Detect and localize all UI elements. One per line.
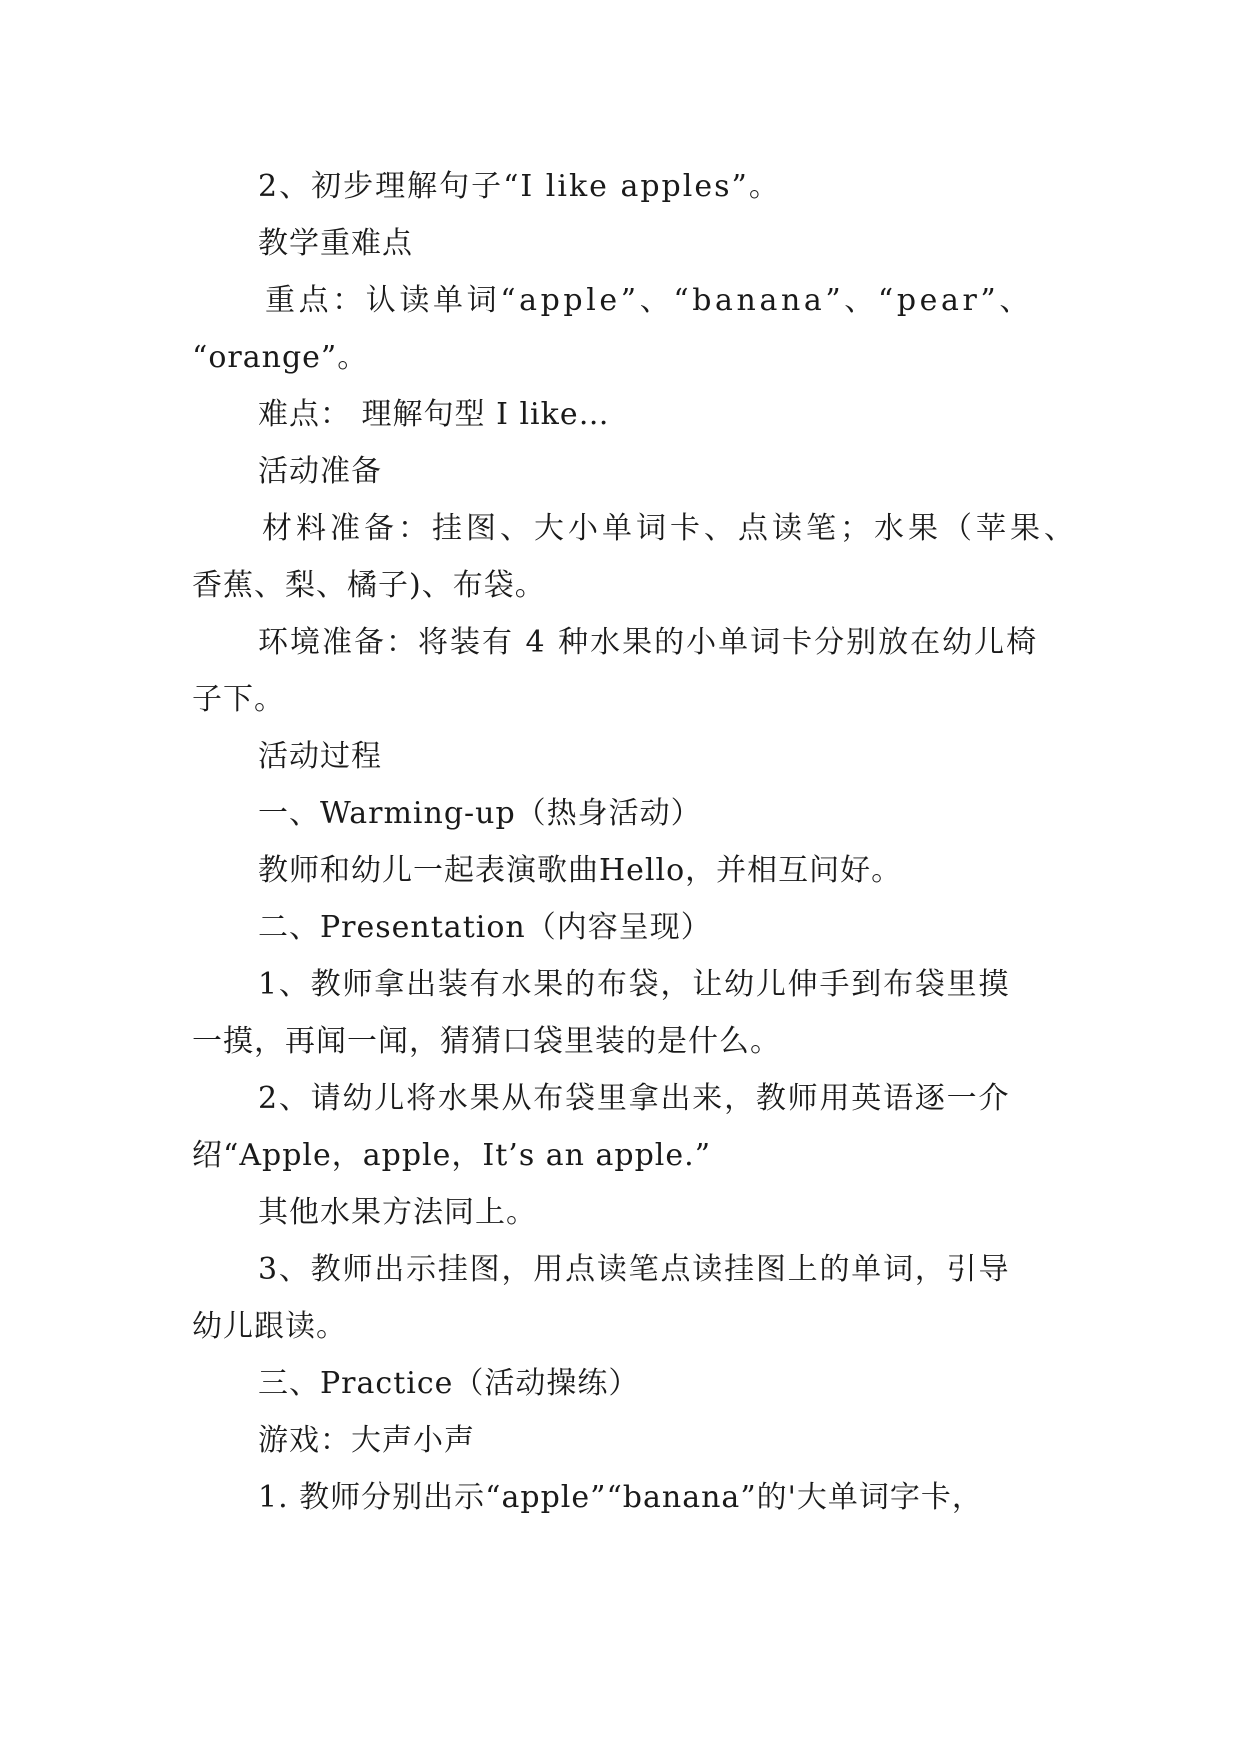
text-line: “orange”。 bbox=[192, 340, 369, 375]
text-line: 幼儿跟读。 bbox=[192, 1309, 347, 1344]
section-heading: 活动过程 bbox=[258, 739, 382, 774]
section-heading: 教学重难点 bbox=[258, 226, 413, 261]
text-line: 一摸，再闻一闻，猜猜口袋里装的是什么。 bbox=[192, 1024, 781, 1059]
text-line: 重点：认读单词“apple”、“banana”、“pear”、 bbox=[265, 283, 1033, 318]
text-line: 1. 教师分别出示“apple”“banana”的'大单词字卡， bbox=[258, 1480, 983, 1515]
text-line: 3、教师出示挂图，用点读笔点读挂图上的单词，引导 bbox=[258, 1252, 1011, 1287]
text-line: 环境准备：将装有 4 种水果的小单词卡分别放在幼儿椅 bbox=[258, 625, 1039, 660]
text-line: 子下。 bbox=[192, 682, 285, 717]
text-line: 材料准备：挂图、大小单词卡、点读笔；水果（苹果、 bbox=[262, 511, 1078, 546]
text-line: 游戏：大声小声 bbox=[258, 1423, 475, 1458]
section-heading: 二、Presentation（内容呈现） bbox=[258, 910, 712, 945]
section-heading: 三、Practice（活动操练） bbox=[258, 1366, 640, 1401]
section-heading: 活动准备 bbox=[258, 454, 382, 489]
text-line: 难点： 理解句型 I like… bbox=[258, 397, 610, 432]
text-line: 香蕉、梨、橘子)、布袋。 bbox=[192, 568, 546, 603]
text-line: 教师和幼儿一起表演歌曲Hello，并相互问好。 bbox=[258, 853, 903, 888]
text-line: 2、请幼儿将水果从布袋里拿出来，教师用英语逐一介 bbox=[258, 1081, 1011, 1116]
text-line: 2、初步理解句子“I like apples”。 bbox=[258, 169, 781, 204]
text-line: 1、教师拿出装有水果的布袋，让幼儿伸手到布袋里摸 bbox=[258, 967, 1011, 1002]
text-line: 绍“Apple，apple，It’s an apple.” bbox=[192, 1138, 712, 1173]
text-line: 其他水果方法同上。 bbox=[258, 1195, 537, 1230]
section-heading: 一、Warming-up（热身活动） bbox=[258, 796, 702, 831]
